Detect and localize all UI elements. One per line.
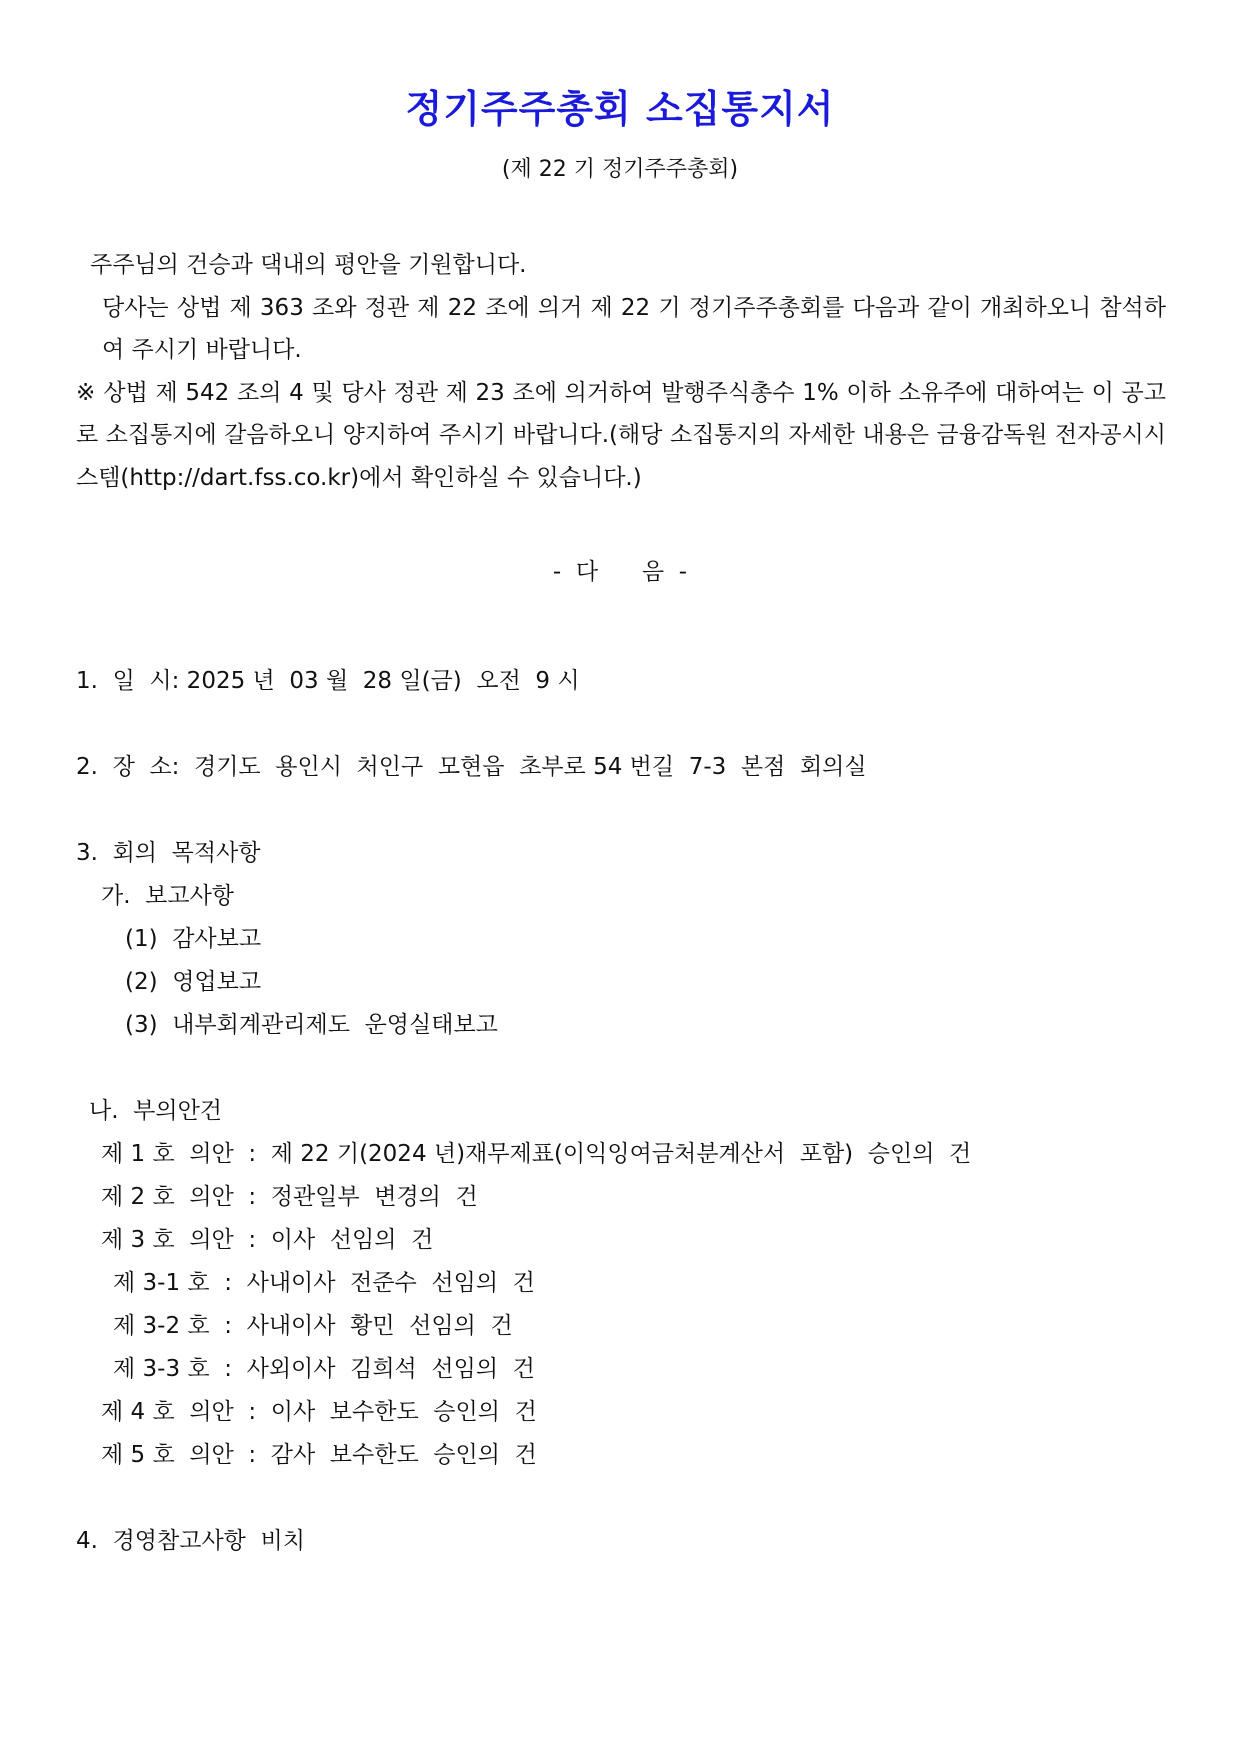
next-marker: - 다 음 - <box>552 559 688 585</box>
agenda-subitem: 제 3-3 호 : 사외이사 김희석 선임의 건 <box>113 1356 535 1382</box>
report-item: (2) 영업보고 <box>125 969 262 995</box>
document-subtitle: (제 22 기 정기주주총회) <box>501 157 739 182</box>
document-title: 정기주주총회 소집통지서 <box>405 87 835 131</box>
agenda-subitem: 제 3-2 호 : 사내이사 황민 선임의 건 <box>113 1313 513 1339</box>
report-item: (3) 내부회계관리제도 운영실태보고 <box>125 1012 498 1038</box>
intro-notice: ※ 상법 제 542 조의 4 및 당사 정관 제 23 조에 의거하여 발행주식총수 1% 이하 소유주에 대하여는 이 공고로 소집통지에 갈음하오니 양지하여 주시기 바랍니다.(해당 소집통지의 자세한 내용은 금융감독원 전자공시시스템(http://dart.fss.co.kr)에서 확인하실 수 있습니다.) <box>76 379 1166 491</box>
item-datetime: 1. 일 시: 2025 년 03 월 28 일(금) 오전 9 시 <box>76 668 580 694</box>
report-item: (1) 감사보고 <box>125 926 262 952</box>
intro-paragraphs <box>76 244 1166 499</box>
intro-convocation: 당사는 상법 제 363 조와 정관 제 22 조에 의거 제 22 기 정기주주총회를 다음과 같이 개최하오니 참석하여 주시기 바랍니다. <box>102 294 1166 363</box>
agenda-item: 제 3 호 의안 : 이사 선임의 건 <box>101 1227 434 1253</box>
item-location: 2. 장 소: 경기도 용인시 처인구 모현읍 초부로 54 번길 7-3 본점 회의실 <box>76 754 867 780</box>
section-reports-heading: 가. 보고사항 <box>101 883 235 909</box>
section-agenda-heading: 나. 부의안건 <box>89 1098 223 1124</box>
agenda-subitem: 제 3-1 호 : 사내이사 전준수 선임의 건 <box>113 1270 535 1296</box>
item-agenda-heading: 3. 회의 목적사항 <box>76 840 261 866</box>
agenda-item: 제 5 호 의안 : 감사 보수한도 승인의 건 <box>101 1442 537 1468</box>
item-reference: 4. 경영참고사항 비치 <box>76 1528 305 1554</box>
agenda-item: 제 4 호 의안 : 이사 보수한도 승인의 건 <box>101 1399 537 1425</box>
intro-greeting: 주주님의 건승과 댁내의 평안을 기원합니다. <box>90 252 527 278</box>
agenda-item: 제 1 호 의안 : 제 22 기(2024 년)재무제표(이익잉여금처분계산서 포함) 승인의 건 <box>101 1141 972 1167</box>
agenda-item: 제 2 호 의안 : 정관일부 변경의 건 <box>101 1184 478 1210</box>
